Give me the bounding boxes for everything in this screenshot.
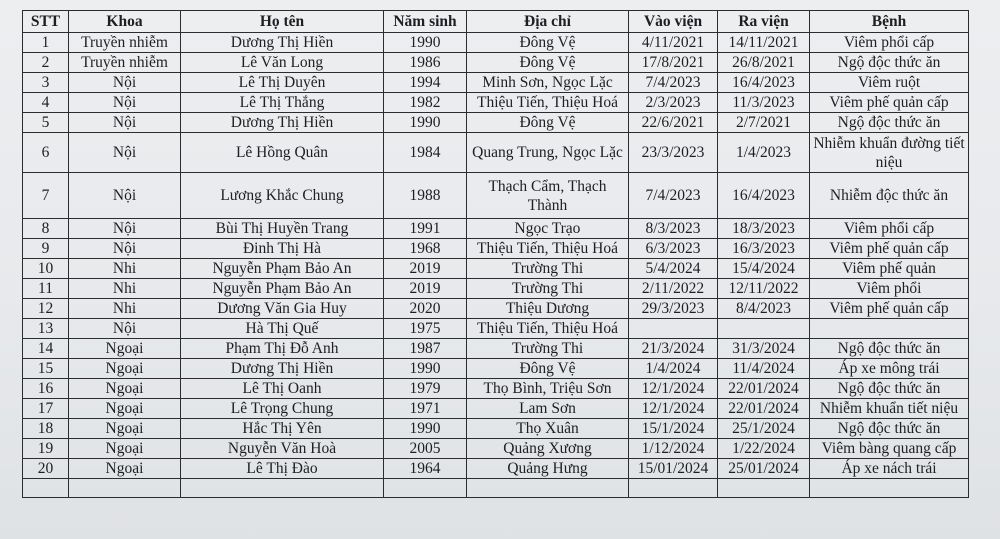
table-row [23,459,969,479]
empty-cell [181,479,384,498]
cell-benh: Ngộ độc thức ăn [810,379,969,399]
cell-ra-vien: 16/4/2023 [718,73,810,93]
cell-stt: 18 [23,419,69,439]
cell-dia-chi: Thiệu Dương [467,299,629,319]
cell-nam-sinh: 1991 [384,219,467,239]
cell-ho-ten: Lê Thị Đào [181,459,384,479]
cell-benh: Viêm ruột [810,73,969,93]
cell-ho-ten: Lê Văn Long [181,53,384,73]
cell-benh: Nhiễm khuẩn đường tiết niệu [810,133,969,173]
cell-ra-vien: 26/8/2021 [718,53,810,73]
cell-nam-sinh: 1964 [384,459,467,479]
cell-dia-chi: Minh Sơn, Ngọc Lặc [467,73,629,93]
patient-table [22,10,969,498]
cell-dia-chi: Thọ Bình, Triệu Sơn [467,379,629,399]
cell-ho-ten: Lê Trọng Chung [181,399,384,419]
cell-benh: Viêm bàng quang cấp [810,439,969,459]
cell-stt: 1 [23,33,69,53]
cell-khoa: Nội [69,319,181,339]
cell-dia-chi: Trường Thi [467,279,629,299]
header-ho-ten: Họ tên [181,11,384,33]
cell-dia-chi: Đông Vệ [467,359,629,379]
table-row [23,439,969,459]
cell-nam-sinh: 1994 [384,73,467,93]
table-row [23,73,969,93]
cell-dia-chi: Thọ Xuân [467,419,629,439]
cell-nam-sinh: 1971 [384,399,467,419]
table-row [23,93,969,113]
cell-dia-chi: Đông Vệ [467,53,629,73]
empty-cell [23,479,69,498]
cell-khoa: Nhi [69,279,181,299]
cell-ho-ten: Dương Thị Hiền [181,113,384,133]
table-row [23,299,969,319]
cell-khoa: Nhi [69,299,181,319]
header-vao-vien: Vào viện [629,11,718,33]
cell-vao-vien: 21/3/2024 [629,339,718,359]
cell-ho-ten: Lê Thị Duyên [181,73,384,93]
cell-khoa: Nội [69,173,181,219]
cell-benh: Ngộ độc thức ăn [810,113,969,133]
empty-cell [810,479,969,498]
cell-stt: 3 [23,73,69,93]
cell-stt: 7 [23,173,69,219]
cell-stt: 6 [23,133,69,173]
cell-vao-vien: 5/4/2024 [629,259,718,279]
header-ra-vien: Ra viện [718,11,810,33]
cell-ra-vien: 1/22/2024 [718,439,810,459]
cell-benh: Viêm phế quản cấp [810,239,969,259]
cell-ho-ten: Dương Thị Hiền [181,33,384,53]
cell-nam-sinh: 1990 [384,359,467,379]
cell-ho-ten: Phạm Thị Đỗ Anh [181,339,384,359]
table-row [23,279,969,299]
cell-dia-chi: Quảng Xương [467,439,629,459]
cell-vao-vien: 23/3/2023 [629,133,718,173]
empty-cell [69,479,181,498]
cell-nam-sinh: 1987 [384,339,467,359]
cell-nam-sinh: 1988 [384,173,467,219]
cell-ra-vien: 16/4/2023 [718,173,810,219]
cell-stt: 5 [23,113,69,133]
table-row [23,113,969,133]
table-row [23,419,969,439]
table-row [23,33,969,53]
cell-ho-ten: Lê Thị Thắng [181,93,384,113]
cell-ra-vien: 25/1/2024 [718,419,810,439]
cell-stt: 16 [23,379,69,399]
cell-benh: Áp xe nách trái [810,459,969,479]
cell-khoa: Ngoại [69,419,181,439]
cell-ra-vien: 31/3/2024 [718,339,810,359]
header-stt: STT [23,11,69,33]
cell-khoa: Ngoại [69,399,181,419]
table-row [23,239,969,259]
cell-ra-vien: 12/11/2022 [718,279,810,299]
cell-dia-chi: Quang Trung, Ngọc Lặc [467,133,629,173]
cell-ra-vien: 25/01/2024 [718,459,810,479]
cell-khoa: Ngoại [69,459,181,479]
cell-vao-vien: 22/6/2021 [629,113,718,133]
cell-dia-chi: Lam Sơn [467,399,629,419]
cell-stt: 17 [23,399,69,419]
cell-nam-sinh: 2005 [384,439,467,459]
cell-vao-vien: 7/4/2023 [629,173,718,219]
cell-stt: 10 [23,259,69,279]
cell-stt: 19 [23,439,69,459]
cell-stt: 8 [23,219,69,239]
cell-ra-vien: 14/11/2021 [718,33,810,53]
cell-stt: 11 [23,279,69,299]
cell-vao-vien [629,319,718,339]
cell-dia-chi: Trường Thi [467,259,629,279]
cell-vao-vien: 15/01/2024 [629,459,718,479]
table-row [23,339,969,359]
cell-nam-sinh: 1990 [384,419,467,439]
cell-dia-chi: Ngọc Trạo [467,219,629,239]
cell-khoa: Truyền nhiễm [69,53,181,73]
cell-vao-vien: 6/3/2023 [629,239,718,259]
cell-stt: 13 [23,319,69,339]
cell-nam-sinh: 1982 [384,93,467,113]
cell-benh: Viêm phế quản cấp [810,299,969,319]
cell-stt: 4 [23,93,69,113]
cell-benh: Viêm phế quản cấp [810,93,969,113]
cell-khoa: Truyền nhiễm [69,33,181,53]
cell-khoa: Ngoại [69,339,181,359]
cell-vao-vien: 4/11/2021 [629,33,718,53]
cell-benh: Viêm phế quản [810,259,969,279]
cell-ho-ten: Đinh Thị Hà [181,239,384,259]
cell-ra-vien: 8/4/2023 [718,299,810,319]
cell-benh: Ngộ độc thức ăn [810,339,969,359]
cell-nam-sinh: 1990 [384,113,467,133]
cell-ra-vien: 11/3/2023 [718,93,810,113]
table-row [23,219,969,239]
cell-ra-vien: 15/4/2024 [718,259,810,279]
cell-vao-vien: 1/12/2024 [629,439,718,459]
cell-ho-ten: Bùi Thị Huyền Trang [181,219,384,239]
table-row [23,399,969,419]
cell-benh: Nhiễm khuẩn tiết niệu [810,399,969,419]
cell-ra-vien: 18/3/2023 [718,219,810,239]
cell-nam-sinh: 1975 [384,319,467,339]
empty-cell [467,479,629,498]
cell-khoa: Ngoại [69,439,181,459]
table-body [23,33,969,498]
cell-nam-sinh: 1986 [384,53,467,73]
cell-dia-chi: Thiệu Tiến, Thiệu Hoá [467,319,629,339]
cell-benh: Viêm phổi cấp [810,219,969,239]
cell-benh: Viêm phổi cấp [810,33,969,53]
cell-ra-vien: 22/01/2024 [718,399,810,419]
cell-nam-sinh: 2019 [384,279,467,299]
empty-cell [384,479,467,498]
cell-khoa: Ngoại [69,379,181,399]
cell-ho-ten: Lê Hồng Quân [181,133,384,173]
cell-ra-vien: 16/3/2023 [718,239,810,259]
cell-nam-sinh: 1968 [384,239,467,259]
cell-ho-ten: Lê Thị Oanh [181,379,384,399]
cell-khoa: Nội [69,239,181,259]
cell-khoa: Nội [69,93,181,113]
header-khoa: Khoa [69,11,181,33]
cell-ho-ten: Nguyễn Văn Hoà [181,439,384,459]
cell-dia-chi: Thiệu Tiến, Thiệu Hoá [467,93,629,113]
cell-ho-ten: Dương Thị Hiền [181,359,384,379]
cell-ra-vien: 11/4/2024 [718,359,810,379]
cell-vao-vien: 29/3/2023 [629,299,718,319]
cell-khoa: Nội [69,219,181,239]
cell-vao-vien: 7/4/2023 [629,73,718,93]
cell-dia-chi: Đông Vệ [467,113,629,133]
cell-ra-vien: 2/7/2021 [718,113,810,133]
cell-dia-chi: Thạch Cẩm, Thạch Thành [467,173,629,219]
cell-dia-chi: Đông Vệ [467,33,629,53]
cell-benh: Nhiễm độc thức ăn [810,173,969,219]
cell-vao-vien: 2/11/2022 [629,279,718,299]
cell-vao-vien: 1/4/2024 [629,359,718,379]
table-row [23,359,969,379]
cell-stt: 20 [23,459,69,479]
cell-dia-chi: Quảng Hưng [467,459,629,479]
cell-benh: Ngộ độc thức ăn [810,419,969,439]
cell-stt: 2 [23,53,69,73]
empty-cell [718,479,810,498]
cell-stt: 15 [23,359,69,379]
cell-khoa: Ngoại [69,359,181,379]
cell-vao-vien: 12/1/2024 [629,379,718,399]
table-row [23,53,969,73]
cell-khoa: Nội [69,133,181,173]
cell-vao-vien: 17/8/2021 [629,53,718,73]
cell-nam-sinh: 2020 [384,299,467,319]
cell-ho-ten: Hắc Thị Yên [181,419,384,439]
cell-ho-ten: Hà Thị Quế [181,319,384,339]
cell-khoa: Nội [69,113,181,133]
cell-stt: 9 [23,239,69,259]
empty-cell [629,479,718,498]
cell-vao-vien: 12/1/2024 [629,399,718,419]
cell-nam-sinh: 2019 [384,259,467,279]
cell-ra-vien: 1/4/2023 [718,133,810,173]
cell-vao-vien: 2/3/2023 [629,93,718,113]
cell-khoa: Nhi [69,259,181,279]
table-row [23,133,969,173]
cell-benh: Áp xe mông trái [810,359,969,379]
cell-stt: 12 [23,299,69,319]
cell-vao-vien: 15/1/2024 [629,419,718,439]
header-dia-chi: Địa chỉ [467,11,629,33]
table-row [23,319,969,339]
cell-ho-ten: Lương Khắc Chung [181,173,384,219]
cell-benh: Ngộ độc thức ăn [810,53,969,73]
table-row [23,259,969,279]
cell-nam-sinh: 1984 [384,133,467,173]
cell-khoa: Nội [69,73,181,93]
table-row [23,379,969,399]
cell-ho-ten: Dương Văn Gia Huy [181,299,384,319]
cell-ho-ten: Nguyễn Phạm Bảo An [181,259,384,279]
cell-vao-vien: 8/3/2023 [629,219,718,239]
table-row [23,173,969,219]
cell-ra-vien [718,319,810,339]
header-row [23,11,969,33]
cell-ra-vien: 22/01/2024 [718,379,810,399]
cell-dia-chi: Trường Thi [467,339,629,359]
cell-ho-ten: Nguyễn Phạm Bảo An [181,279,384,299]
cell-benh: Viêm phổi [810,279,969,299]
cell-nam-sinh: 1979 [384,379,467,399]
cell-stt: 14 [23,339,69,359]
cell-nam-sinh: 1990 [384,33,467,53]
cell-benh [810,319,969,339]
header-nam-sinh: Năm sinh [384,11,467,33]
header-benh: Bệnh [810,11,969,33]
cell-dia-chi: Thiệu Tiến, Thiệu Hoá [467,239,629,259]
empty-row [23,479,969,498]
